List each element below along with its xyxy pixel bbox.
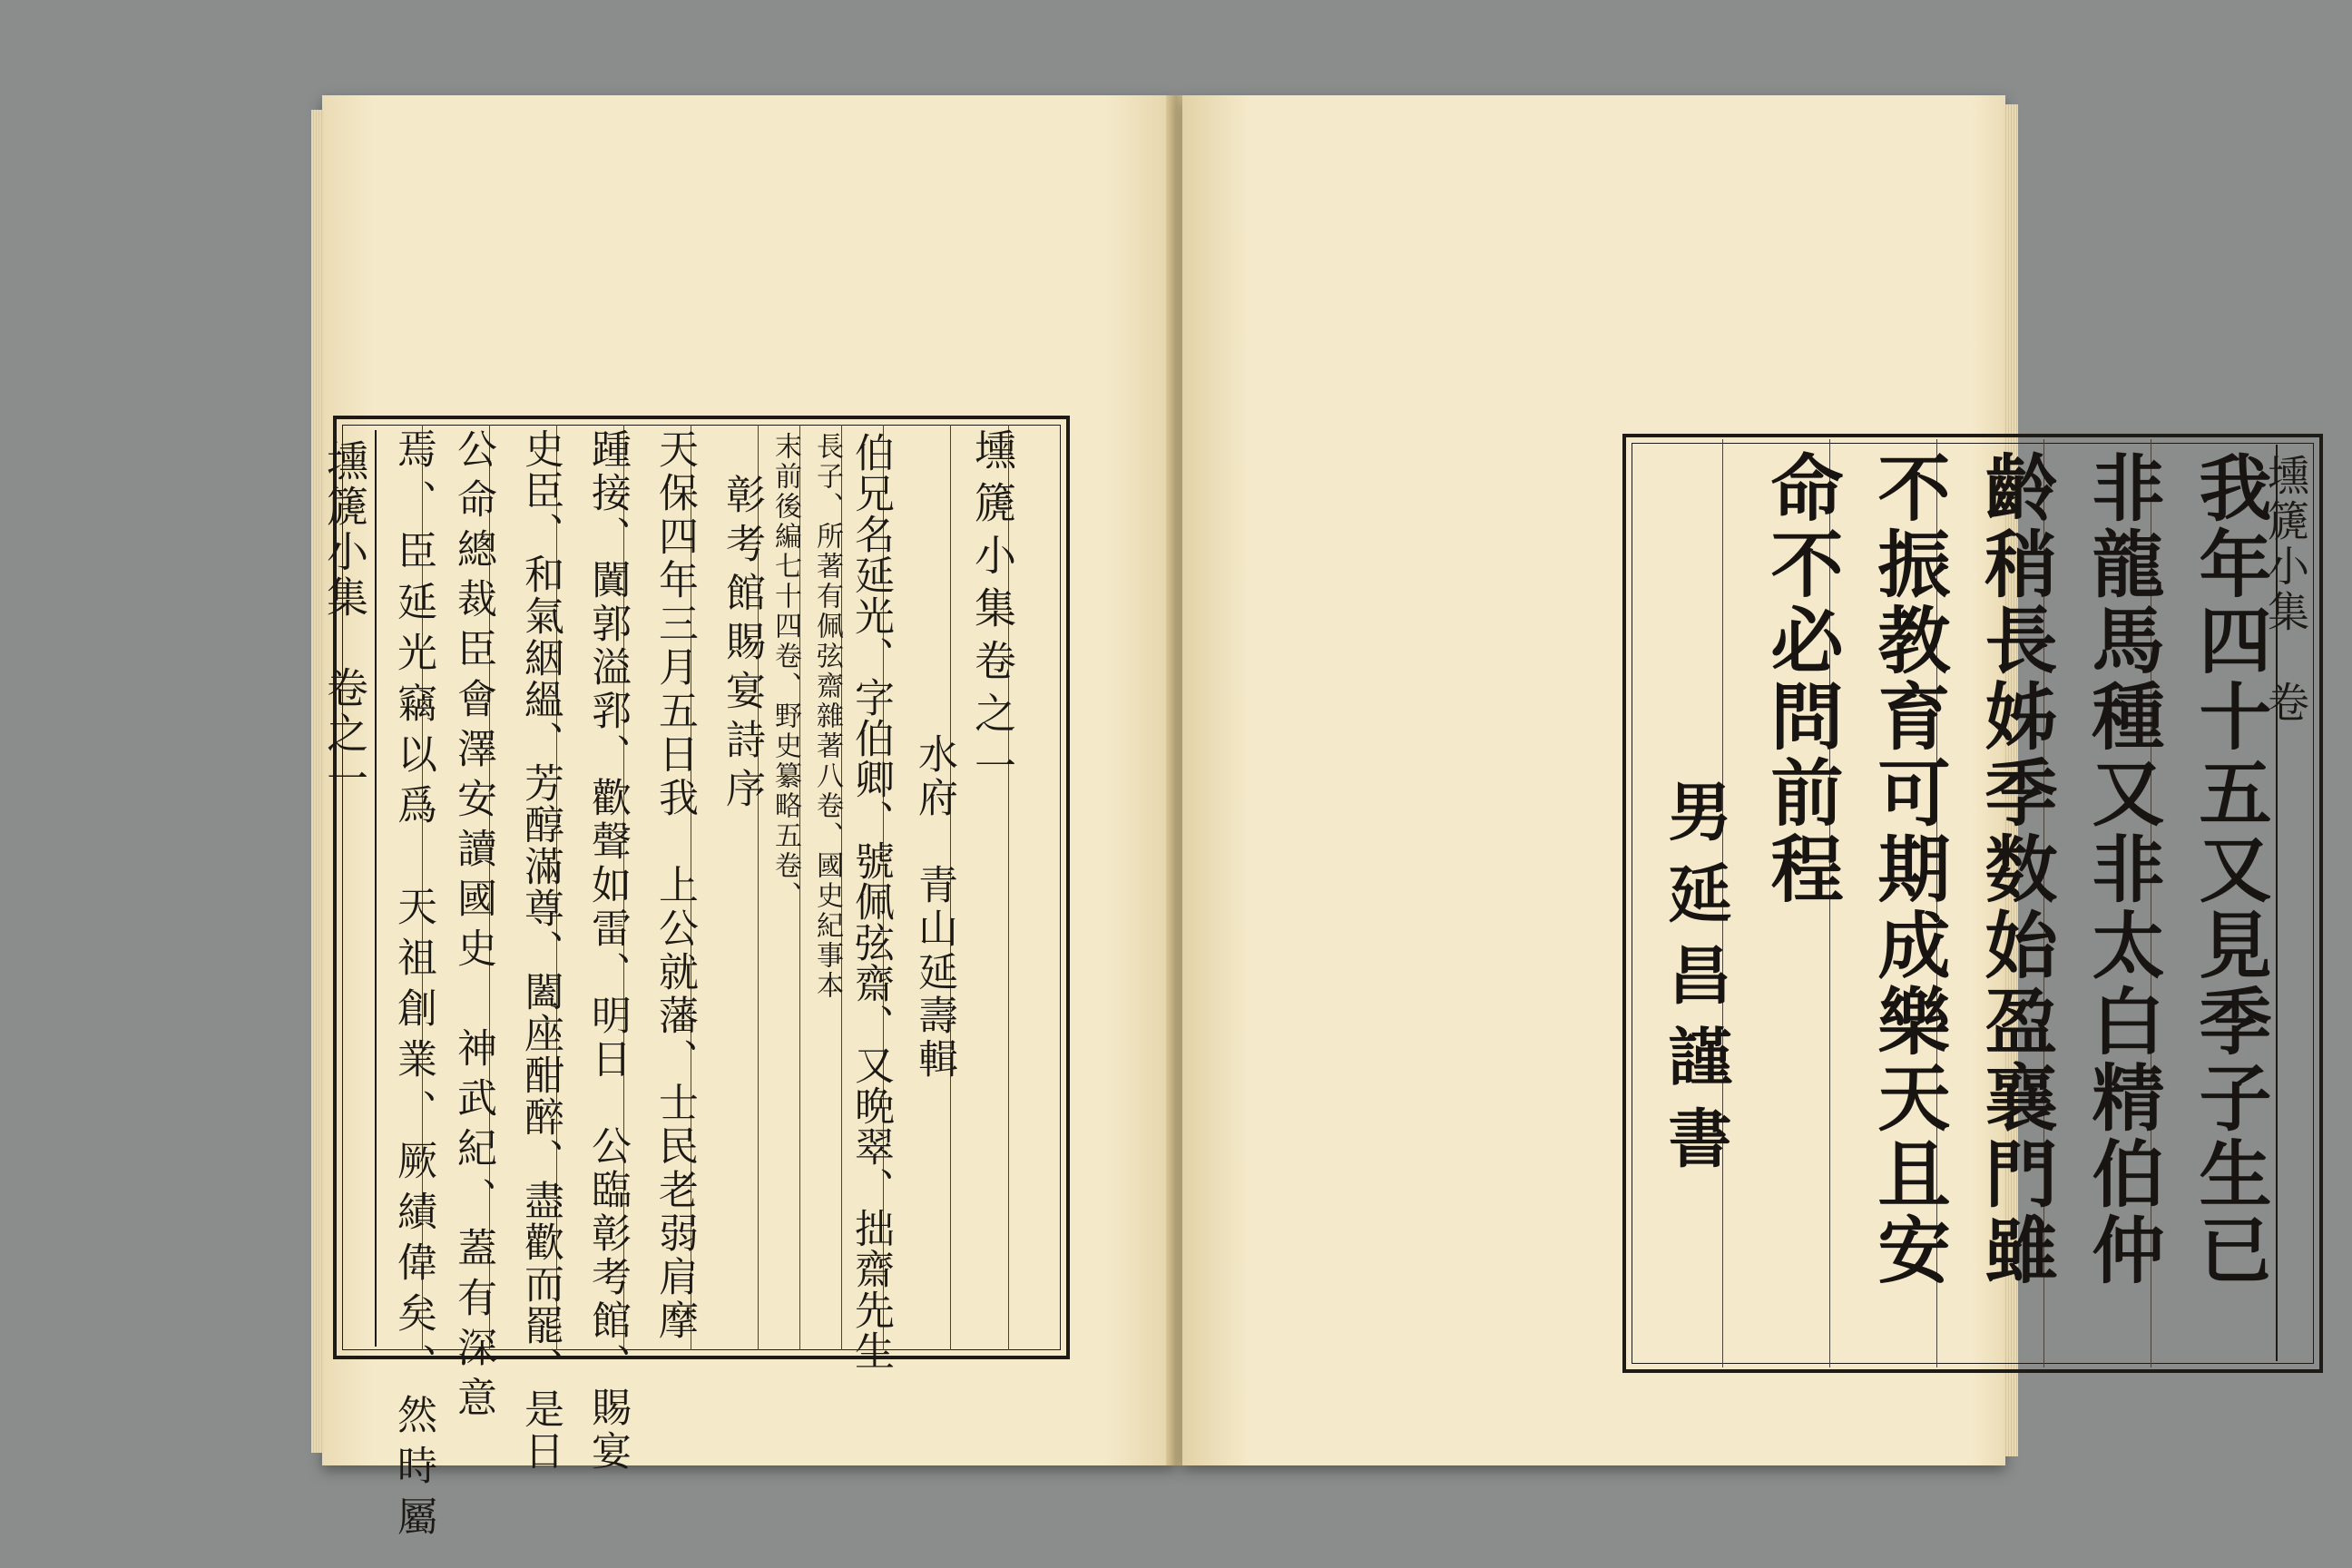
text-column-3: 伯兄名延光、字伯卿、號佩弦齋、又晩翠、拙齋先生 xyxy=(848,432,894,1371)
calligraphy-column-5: 命不必問前程 xyxy=(1759,450,1844,907)
right-spine-label: 壎篪小集 卷 xyxy=(2276,445,2316,1361)
text-column-9: 史臣、和氣絪縕、芳醇滿尊、闔座酣醉、盡歡而罷、是日 xyxy=(517,428,564,1472)
left-spine-label: 壎篪小集 卷之一 xyxy=(337,430,377,1347)
text-column-8: 踵接、闐郭溢郛、歡聲如雷、明日 公臨彰考館、賜宴 xyxy=(584,428,631,1474)
text-column-10: 公命總裁臣會澤安讀國史 神武紀、蓋有深意 xyxy=(450,428,496,1426)
text-column-6: 彰考館賜宴詩序 xyxy=(719,474,765,817)
right-page xyxy=(1182,95,2310,1465)
text-column-5: 末前後編七十四卷、野史纂略五卷、 xyxy=(769,432,801,911)
text-column-4: 長子、所著有佩弦齋雜著八卷、國史紀事本 xyxy=(811,432,843,1001)
calligraphy-column-2: 非龍馬種又非太白精伯仲 xyxy=(2080,450,2165,1289)
text-column-7: 天保四年三月五日我 上公就藩、士民老弱肩摩 xyxy=(652,428,698,1343)
text-column-1: 壎篪小集卷之一 xyxy=(968,428,1017,797)
text-column-11: 焉、臣延光竊以爲 天祖創業、厥績偉矣、然時屬 xyxy=(390,428,436,1546)
open-book xyxy=(320,95,2310,1546)
text-column-2: 水府 青山延壽輯 xyxy=(911,428,957,1082)
left-page xyxy=(320,95,1175,1546)
calligraphy-column-4: 不振教育可期成樂天且安 xyxy=(1866,450,1951,1289)
calligraphy-column-1: 我年四十五又見季子生已 xyxy=(2187,450,2272,1289)
signature-column: 男延昌謹書 xyxy=(1658,779,1733,1187)
left-text-frame xyxy=(320,416,1070,1546)
calligraphy-column-3: 齡稍長姊季数始盈襄門雖 xyxy=(1973,450,2058,1289)
